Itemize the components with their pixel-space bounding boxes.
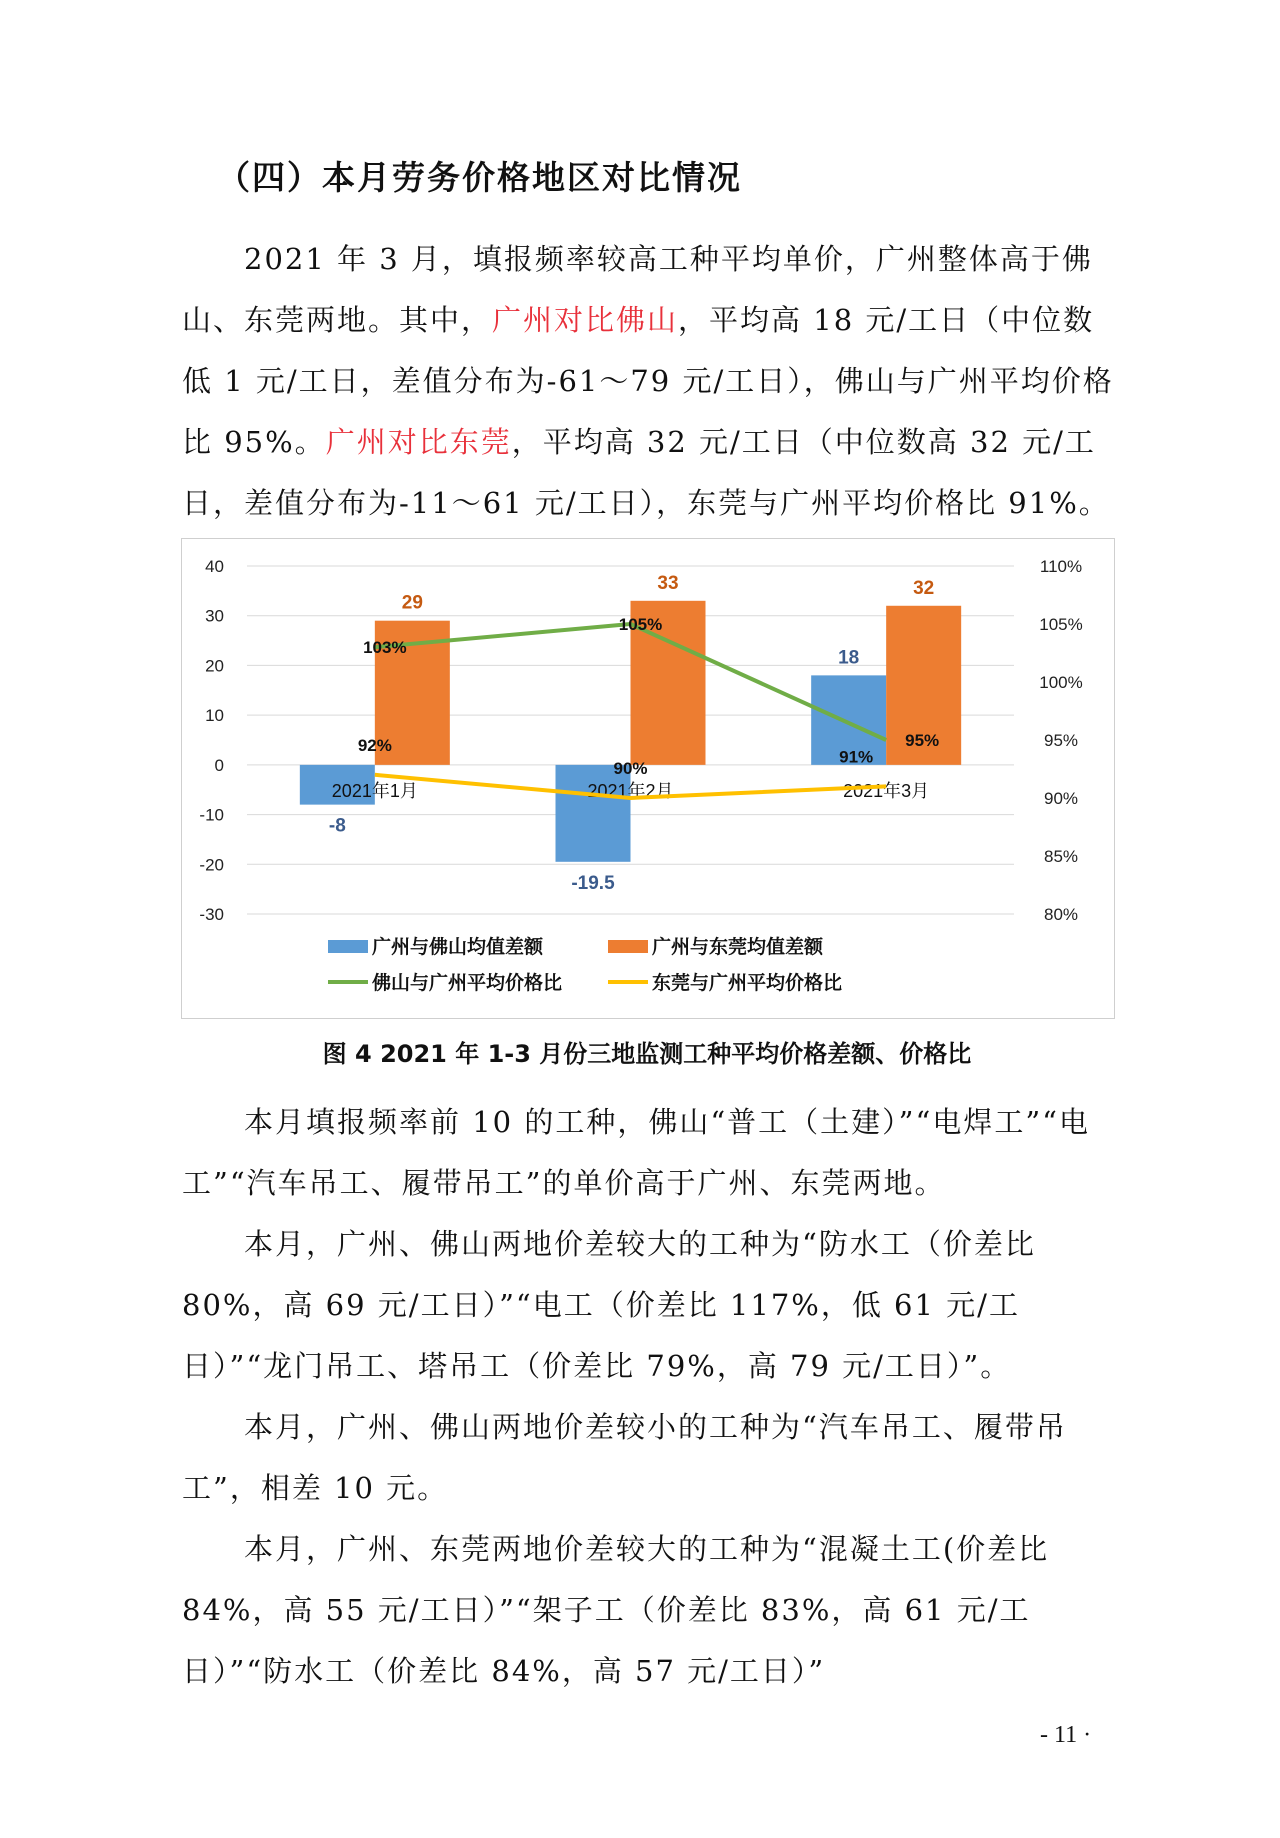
bar-data-label: -19.5	[571, 872, 615, 894]
chart-container	[181, 538, 1115, 1019]
page-number: - 11 ·	[1040, 1722, 1092, 1748]
paragraph-gz-fs-small	[182, 1397, 1114, 1519]
left-tick-label: 0	[214, 755, 224, 775]
left-tick-label: -10	[199, 805, 224, 825]
left-tick-label: 30	[205, 606, 224, 626]
right-tick-label: 105%	[1039, 615, 1083, 634]
legend-label: 佛山与广州平均价格比	[372, 973, 563, 994]
left-axis-ticks	[199, 557, 224, 924]
line-data-label: 95%	[905, 731, 940, 750]
paragraph-gz-dg-large	[182, 1519, 1114, 1702]
left-tick-label: -20	[199, 855, 224, 875]
bar-data-label: 32	[913, 577, 935, 599]
bar-data-label: 33	[657, 572, 679, 594]
bar-data-label: 18	[838, 647, 860, 669]
right-tick-label: 95%	[1043, 731, 1079, 750]
left-tick-label: 10	[205, 706, 224, 726]
paragraph-gz-fs-large	[182, 1214, 1114, 1397]
right-axis-ticks	[1039, 557, 1082, 924]
right-tick-label: 110%	[1039, 557, 1083, 576]
left-tick-label: 40	[205, 557, 224, 576]
intro-text-b: ，平均高 18 元/工日（中位数低 1 元/工日，差值分布为-61～79 元/工日），佛山与广州平均价格比 95%。	[182, 303, 1114, 459]
highlight-guangzhou-foshan: 广州对比佛山	[492, 303, 679, 337]
section-heading: （四）本月劳务价格地区对比情况	[217, 158, 742, 197]
line-data-label: 91%	[839, 747, 874, 767]
figure-caption: 图 4 2021 年 1-3 月份三地监测工种平均价格差额、价格比	[322, 1040, 972, 1068]
category-label: 2021年3月	[843, 780, 930, 801]
intro-text-c: ，平均高 32 元/工日（中位数高 32 元/工日，差值分布为-11～61 元/工日），东莞与广州平均价格比 91%。	[182, 425, 1110, 520]
bar-data-label: 29	[401, 592, 423, 614]
legend-swatch	[328, 940, 368, 953]
top10-text: 本月填报频率前 10 的工种，佛山“普工（土建）”“电焊工”“电工”“汽车吊工、履带吊工”的单价高于广州、东莞两地。	[182, 1105, 1090, 1200]
right-tick-label: 80%	[1043, 905, 1079, 924]
gz-dg-large-text: 本月，广州、东莞两地价差较大的工种为“混凝土工(价差比 84%，高 55 元/工日）”“架子工（价差比 83%，高 61 元/工日）”“防水工（价差比 84%，高 57 元/工日）”	[182, 1532, 1050, 1688]
line-data-label: 103%	[363, 638, 407, 658]
chart-legend	[328, 935, 842, 994]
left-tick-label: 20	[205, 656, 224, 676]
right-tick-label: 90%	[1043, 789, 1079, 808]
line-data-label: 90%	[613, 759, 648, 778]
line-data-label: 105%	[618, 615, 663, 634]
bar	[556, 765, 631, 862]
bar-data-label: -8	[328, 815, 346, 837]
paragraph-top10	[182, 1092, 1114, 1214]
paragraph-intro	[182, 229, 1114, 534]
legend-swatch	[608, 940, 648, 953]
legend-label: 广州与佛山均值差额	[372, 937, 544, 958]
gz-fs-small-text: 本月，广州、佛山两地价差较小的工种为“汽车吊工、履带吊工”，相差 10 元。	[182, 1410, 1067, 1505]
highlight-guangzhou-dongguan: 广州对比东莞	[325, 425, 512, 459]
legend-label: 东莞与广州平均价格比	[652, 973, 843, 994]
right-tick-label: 100%	[1039, 673, 1083, 692]
category-label: 2021年1月	[331, 780, 418, 801]
left-tick-label: -30	[199, 905, 224, 924]
intro-text-a: 2021 年 3 月，填报频率较高工种平均单价，广州整体高于佛山、东莞两地。其中，	[182, 242, 1093, 337]
right-tick-label: 85%	[1043, 847, 1079, 866]
legend-label: 广州与东莞均值差额	[652, 937, 824, 958]
combo-chart	[182, 539, 1114, 1018]
line-data-label: 92%	[357, 735, 392, 755]
category-label: 2021年2月	[587, 780, 674, 801]
gz-fs-large-text: 本月，广州、佛山两地价差较大的工种为“防水工（价差比 80%，高 69 元/工日）”“电工（价差比 117%，低 61 元/工日）”“龙门吊工、塔吊工（价差比 79%，高 79 元/工日）”。	[182, 1227, 1036, 1383]
